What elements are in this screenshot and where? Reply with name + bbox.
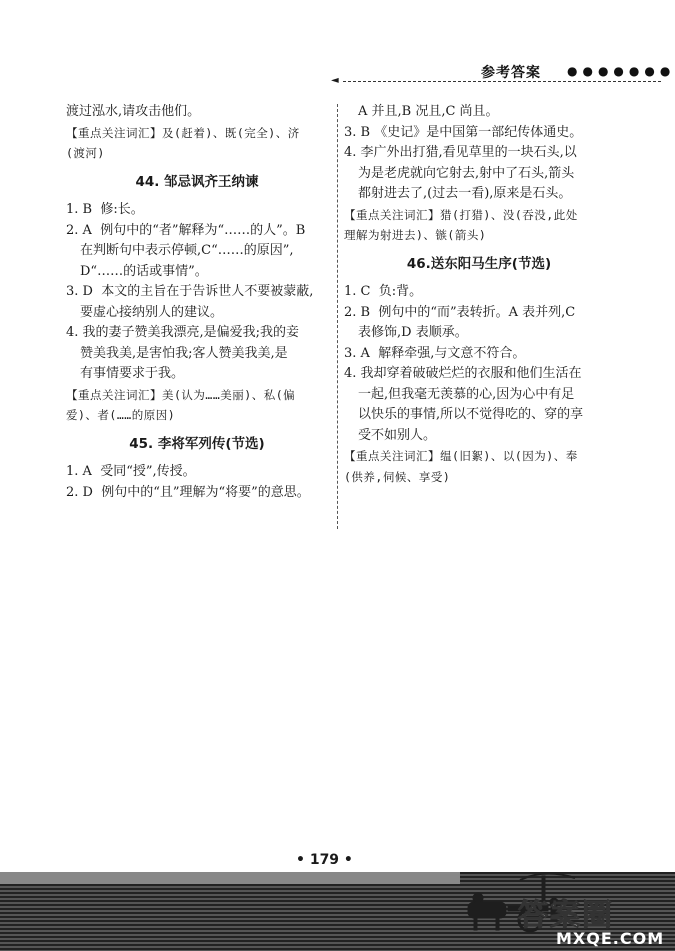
keyword-note: 理解为射进去)、镞(箭头) <box>344 228 487 242</box>
answer-line: 4. 我却穿着破破烂烂的衣服和他们生活在 <box>344 366 582 381</box>
arrow-left-icon: ◄ <box>331 75 339 86</box>
answer-line: 一起,但我毫无羡慕的心,因为心中有足 <box>358 386 575 402</box>
answer-line: 以快乐的事情,所以不觉得吃的、穿的享 <box>358 407 584 422</box>
answer-line: 有事情要求于我。 <box>80 366 185 381</box>
footer-band-highlight <box>0 872 460 884</box>
answer-line: 4. 李广外出打猎,看见草里的一块石头,以 <box>344 145 577 160</box>
answer-line: 都射进去了,(过去一看),原来是石头。 <box>358 186 572 201</box>
keyword-note: 【重点关注词汇】及(赶着)、既(完全)、济 <box>66 125 300 140</box>
watermark-url: MXQE.COM <box>556 929 665 948</box>
keyword-note: (渡河) <box>66 146 105 160</box>
answer-line: 2. A 例句中的“者”解释为“……的人”。B <box>66 222 306 238</box>
left-column <box>66 102 328 503</box>
answer-line: 4. 我的妻子赞美我漂亮,是偏爱我;我的妾 <box>66 325 300 340</box>
answer-line: 2. D 例句中的“且”理解为“将要”的意思。 <box>66 484 310 500</box>
answer-line: 3. B 《史记》是中国第一部纪传体通史。 <box>344 124 583 140</box>
keyword-note: 【重点关注词汇】猎(打猎)、没(吞没,此处 <box>344 207 578 222</box>
column-divider <box>337 104 338 529</box>
section-title-44: 44. 邹忌讽齐王纳谏 <box>135 173 259 190</box>
right-column <box>344 102 614 487</box>
answer-line: 表修饰,D 表顺承。 <box>358 325 468 340</box>
keyword-note: 爱)、者(……的原因) <box>66 408 176 422</box>
answer-line: 赞美我美,是害怕我;客人赞美我美,是 <box>80 345 288 361</box>
section-title-46: 46.送东阳马生序(节选) <box>406 255 552 272</box>
keyword-note: (供养,伺候、享受) <box>344 469 451 484</box>
watermark-logo: 答案圈 <box>518 898 614 933</box>
answer-line: D“……的话或事情”。 <box>80 263 208 279</box>
answer-line: 受不如别人。 <box>358 427 437 443</box>
section-title-45: 45. 李将军列传(节选) <box>129 435 265 452</box>
answer-line: 3. D 本文的主旨在于告诉世人不要被蒙蔽, <box>66 284 314 299</box>
keyword-note: 【重点关注词汇】缊(旧絮)、以(因为)、奉 <box>344 449 578 463</box>
keyword-note: 【重点关注词汇】美(认为……美丽)、私(偏 <box>66 387 296 402</box>
page-number: • 179 • <box>296 852 353 868</box>
answer-line: 3. A 解释牵强,与文意不符合。 <box>344 345 526 361</box>
page-header <box>331 62 675 86</box>
answer-line: A 并且,B 况且,C 尚且。 <box>358 104 499 119</box>
text-line: 渡过泓水,请攻击他们。 <box>66 104 201 119</box>
answer-line: 在判断句中表示停顿,C“……的原因”, <box>80 243 294 258</box>
answer-line: 要虚心接纳别人的建议。 <box>80 304 224 320</box>
answer-line: 1. C 负:背。 <box>344 284 423 299</box>
header-title: 参考答案 <box>481 65 541 81</box>
answer-line: 2. B 例句中的“而”表转折。A 表并列,C <box>344 304 576 320</box>
answer-line: 1. A 受同“授”,传授。 <box>66 464 196 479</box>
answer-line: 为是老虎就向它射去,射中了石头,箭头 <box>358 165 575 181</box>
header-dots: ●●●●●●● <box>567 64 675 78</box>
answer-line: 1. B 修:长。 <box>66 202 144 217</box>
